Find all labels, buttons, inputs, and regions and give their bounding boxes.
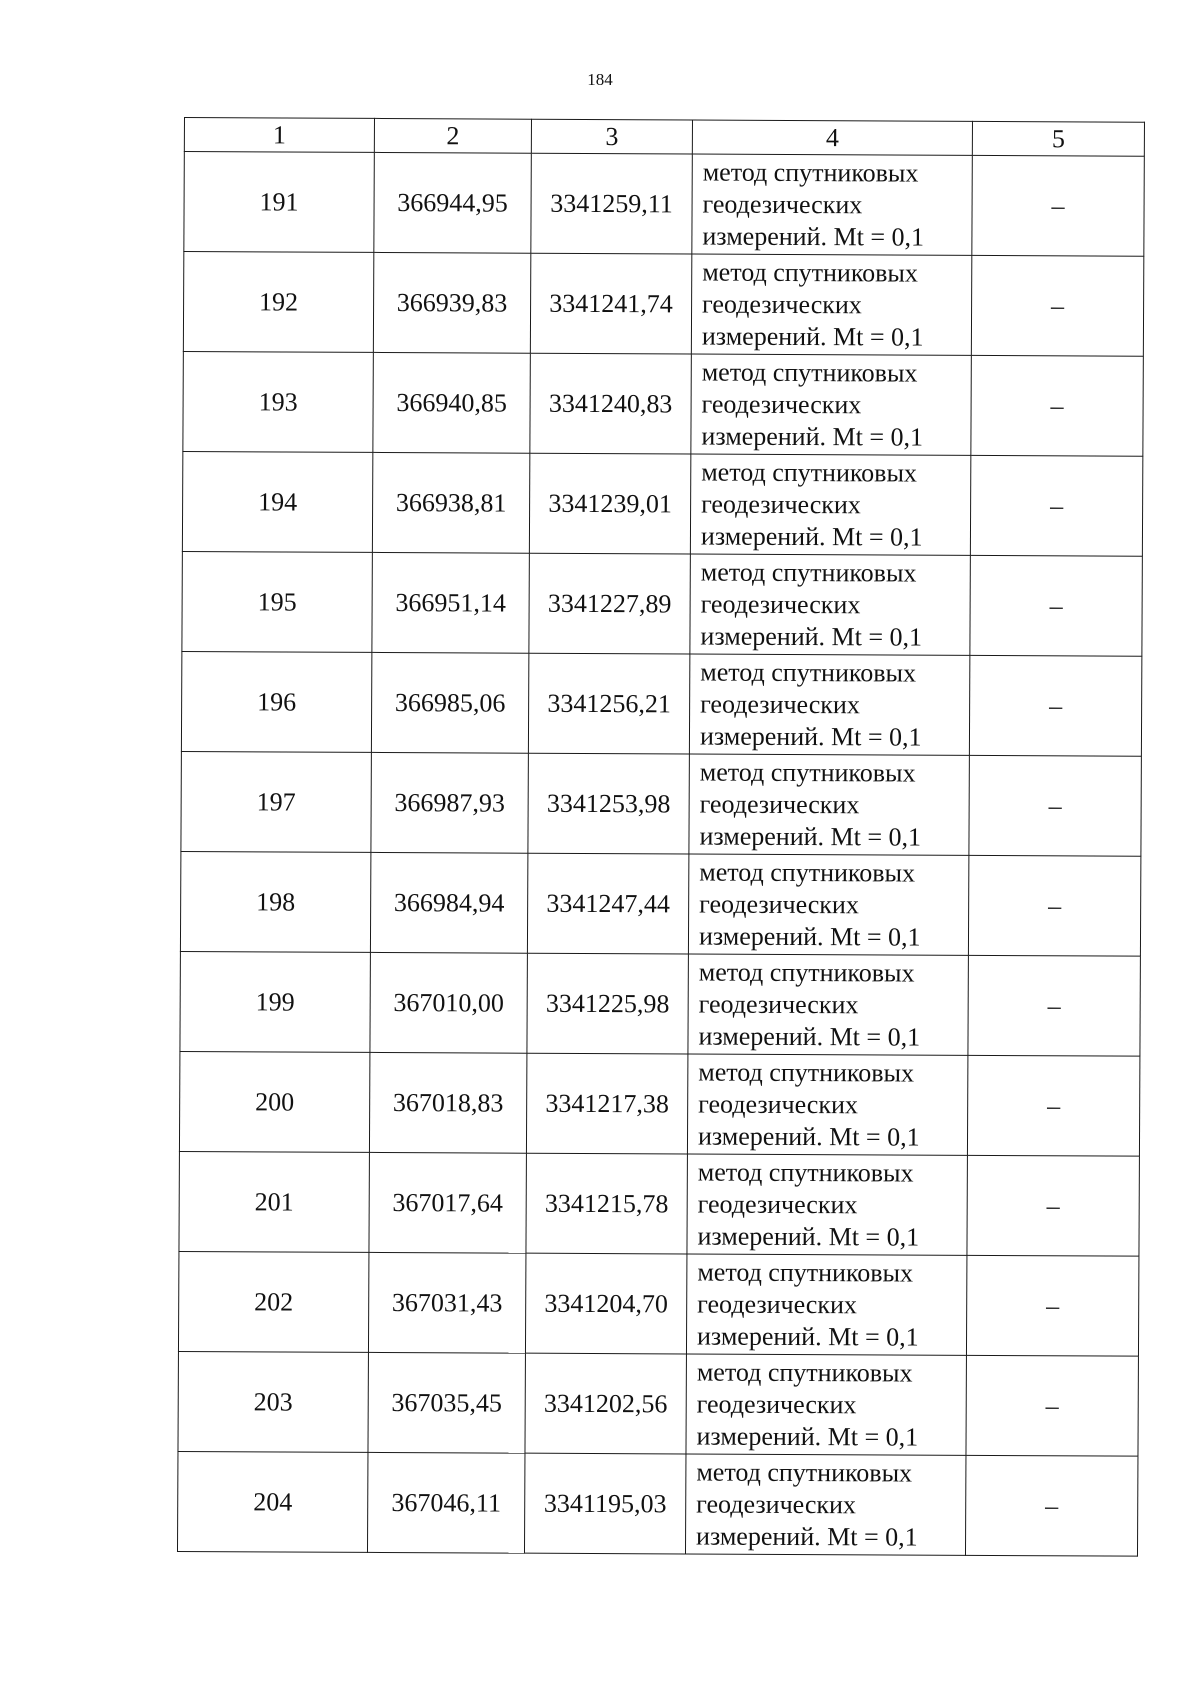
- point-number-cell: 197: [181, 751, 371, 852]
- method-line: измерений. Mt = 0,1: [697, 1221, 920, 1252]
- table-row: [180, 851, 1140, 956]
- method-cell: [690, 554, 970, 655]
- note-cell: –: [965, 1455, 1137, 1556]
- note-cell: –: [967, 1155, 1139, 1256]
- x-coordinate-cell: 366951,14: [372, 552, 529, 653]
- method-line: геодезических: [697, 1189, 858, 1219]
- x-coordinate-cell: 367017,64: [369, 1152, 526, 1253]
- note-cell: –: [968, 955, 1140, 1056]
- point-number-cell: 200: [179, 1051, 369, 1152]
- note-cell: –: [971, 355, 1143, 456]
- y-coordinate-cell: 3341225,98: [527, 953, 688, 1054]
- y-coordinate-cell: 3341239,01: [529, 453, 690, 554]
- method-line: метод спутниковых: [702, 157, 919, 188]
- method-line: метод спутниковых: [701, 357, 918, 388]
- point-number-cell: 193: [183, 351, 373, 452]
- y-coordinate-cell: 3341253,98: [528, 753, 689, 854]
- method-cell: [686, 1354, 966, 1455]
- page-number: 184: [587, 70, 613, 89]
- method-line: геодезических: [699, 889, 859, 919]
- method-line: геодезических: [698, 989, 859, 1019]
- table-row: [177, 1451, 1137, 1556]
- method-line: геодезических: [700, 589, 861, 619]
- header-cell-5: 5: [972, 121, 1144, 156]
- y-coordinate-cell: 3341215,78: [526, 1153, 687, 1254]
- note-cell: –: [970, 455, 1142, 556]
- note-cell: –: [966, 1255, 1138, 1356]
- point-number-cell: 195: [182, 551, 372, 652]
- coordinates-table: [177, 117, 1145, 1557]
- x-coordinate-cell: 366940,85: [373, 352, 530, 453]
- method-cell: [690, 454, 970, 555]
- y-coordinate-cell: 3341217,38: [526, 1053, 687, 1154]
- method-line: измерений. Mt = 0,1: [696, 1321, 919, 1352]
- point-number-cell: 204: [177, 1451, 367, 1552]
- y-coordinate-cell: 3341256,21: [528, 653, 689, 754]
- method-cell: [689, 754, 969, 855]
- method-line: измерений. Mt = 0,1: [700, 521, 923, 552]
- method-line: геодезических: [702, 189, 863, 219]
- method-line: измерений. Mt = 0,1: [696, 1521, 918, 1552]
- x-coordinate-cell: 366987,93: [371, 752, 528, 853]
- header-cell-4: 4: [692, 120, 972, 155]
- method-line: метод спутниковых: [697, 1257, 914, 1288]
- method-line: геодезических: [696, 1389, 857, 1419]
- method-line: метод спутниковых: [700, 557, 917, 588]
- header-row: [184, 118, 1144, 157]
- method-line: геодезических: [700, 689, 860, 719]
- method-line: измерений. Mt = 0,1: [700, 621, 923, 652]
- method-cell: [688, 854, 968, 955]
- point-number-cell: 202: [178, 1251, 368, 1352]
- y-coordinate-cell: 3341195,03: [524, 1453, 685, 1554]
- method-line: геодезических: [698, 1089, 858, 1119]
- method-cell: [691, 254, 971, 355]
- method-line: метод спутниковых: [697, 1157, 914, 1188]
- table-row: [182, 451, 1142, 556]
- note-cell: –: [967, 1055, 1139, 1156]
- method-line: измерений. Mt = 0,1: [696, 1421, 919, 1452]
- note-cell: –: [968, 855, 1140, 956]
- method-line: метод спутниковых: [699, 857, 916, 888]
- point-number-cell: 198: [180, 851, 370, 952]
- x-coordinate-cell: 366984,94: [370, 852, 527, 953]
- y-coordinate-cell: 3341204,70: [525, 1253, 686, 1354]
- table-row: [182, 551, 1142, 656]
- method-cell: [691, 354, 971, 455]
- x-coordinate-cell: 366938,81: [372, 452, 529, 553]
- x-coordinate-cell: 367035,45: [368, 1352, 525, 1453]
- y-coordinate-cell: 3341241,74: [530, 253, 691, 354]
- y-coordinate-cell: 3341240,83: [530, 353, 691, 454]
- method-line: метод спутниковых: [702, 257, 919, 288]
- note-cell: –: [969, 755, 1141, 856]
- method-cell: [692, 154, 972, 255]
- method-line: измерений. Mt = 0,1: [698, 921, 921, 952]
- method-cell: [686, 1254, 966, 1355]
- method-line: измерений. Mt = 0,1: [698, 1021, 921, 1052]
- table-row: [181, 651, 1141, 756]
- method-cell: [687, 1154, 967, 1255]
- method-line: геодезических: [701, 489, 861, 519]
- y-coordinate-cell: 3341259,11: [531, 153, 692, 254]
- table-row: [178, 1251, 1138, 1356]
- y-coordinate-cell: 3341227,89: [529, 553, 690, 654]
- point-number-cell: 196: [181, 651, 371, 752]
- method-line: метод спутниковых: [698, 957, 915, 988]
- method-cell: [685, 1454, 965, 1555]
- method-line: метод спутниковых: [698, 1057, 915, 1088]
- table-row: [183, 351, 1143, 456]
- note-cell: –: [969, 655, 1141, 756]
- note-cell: –: [971, 255, 1143, 356]
- method-line: метод спутниковых: [696, 1457, 913, 1488]
- note-cell: –: [970, 555, 1142, 656]
- x-coordinate-cell: 367046,11: [367, 1452, 524, 1553]
- method-line: измерений. Mt = 0,1: [699, 721, 922, 752]
- table-row: [180, 951, 1140, 1056]
- method-line: измерений. Mt = 0,1: [697, 1121, 920, 1152]
- method-line: метод спутниковых: [700, 657, 917, 688]
- table-row: [179, 1151, 1139, 1256]
- point-number-cell: 203: [178, 1351, 368, 1452]
- method-cell: [688, 954, 968, 1055]
- x-coordinate-cell: 366944,95: [374, 152, 531, 253]
- note-cell: –: [966, 1355, 1138, 1456]
- table-row: [184, 152, 1144, 257]
- method-line: измерений. Mt = 0,1: [702, 221, 925, 252]
- method-line: геодезических: [701, 389, 862, 419]
- method-line: метод спутниковых: [696, 1357, 913, 1388]
- point-number-cell: 194: [182, 451, 372, 552]
- method-line: геодезических: [696, 1489, 857, 1519]
- x-coordinate-cell: 367018,83: [369, 1052, 526, 1153]
- header-cell-2: 2: [374, 118, 531, 153]
- method-cell: [687, 1054, 967, 1155]
- method-line: измерений. Mt = 0,1: [701, 321, 924, 352]
- method-line: измерений. Mt = 0,1: [701, 421, 924, 452]
- method-line: метод спутниковых: [699, 757, 916, 788]
- point-number-cell: 201: [179, 1151, 369, 1252]
- header-cell-1: 1: [184, 118, 374, 153]
- y-coordinate-cell: 3341202,56: [525, 1353, 686, 1454]
- method-cell: [689, 654, 969, 755]
- point-number-cell: 192: [183, 252, 373, 353]
- method-line: измерений. Mt = 0,1: [699, 821, 922, 852]
- x-coordinate-cell: 366939,83: [373, 252, 530, 353]
- table-row: [181, 751, 1141, 856]
- table-row: [183, 252, 1143, 357]
- method-line: геодезических: [702, 289, 862, 319]
- method-line: геодезических: [699, 789, 860, 819]
- y-coordinate-cell: 3341247,44: [527, 853, 688, 954]
- method-line: метод спутниковых: [701, 457, 918, 488]
- x-coordinate-cell: 367010,00: [370, 952, 527, 1053]
- x-coordinate-cell: 367031,43: [368, 1252, 525, 1353]
- point-number-cell: 191: [184, 152, 374, 253]
- point-number-cell: 199: [180, 951, 370, 1052]
- x-coordinate-cell: 366985,06: [371, 652, 528, 753]
- note-cell: –: [972, 155, 1144, 256]
- method-line: геодезических: [697, 1289, 858, 1319]
- header-cell-3: 3: [531, 119, 692, 154]
- table-row: [179, 1051, 1139, 1156]
- table-row: [178, 1351, 1138, 1456]
